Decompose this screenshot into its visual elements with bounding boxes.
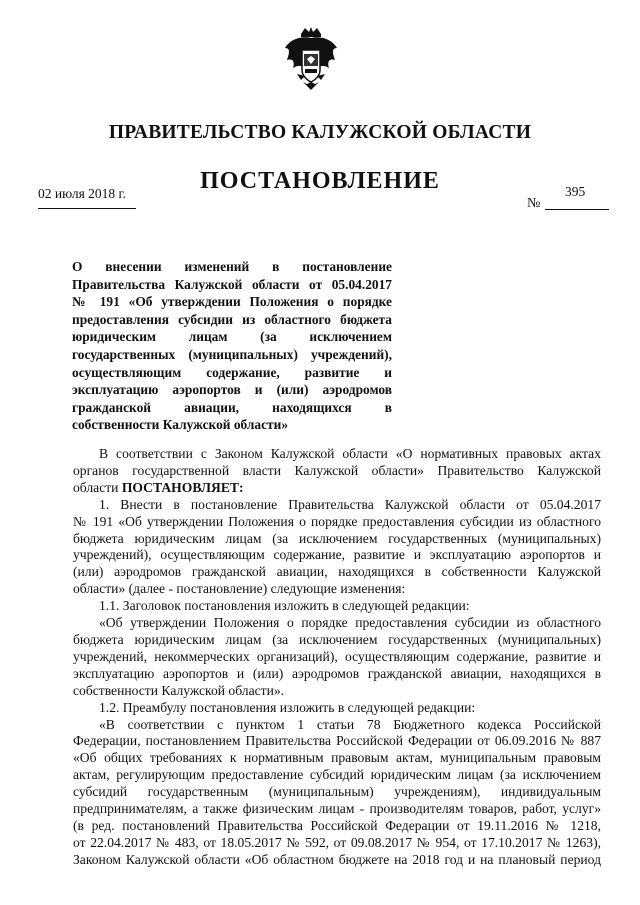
body-line: «Об общих требованиях к нормативным правовым актам, муниципальным правовым [73,750,601,766]
body-line: «Об утверждении Положения о порядке предоставления субсидии из областного [99,615,601,631]
body-line: В соответствии с Законом Калужской области «О нормативных правовых актах [99,446,601,461]
body-text: области [73,479,122,495]
subject-line: осуществляющим содержание, развитие и [72,364,392,380]
body-line: актам, регулирующим предоставление субсидий юридическим лицам (за исключением [73,767,601,783]
date-underline [38,208,136,209]
body-line: эксплуатацию аэропортов и (или) аэродромов гражданской авиации, находящихся в [73,665,601,681]
body-line: 1.1. Заголовок постановления изложить в следующей редакции: [99,598,470,614]
body-line: Законом Калужской области «Об областном бюджете на 2018 год и на плановый период [73,851,601,867]
body-line: Федерации, постановлением Правительства Российской Федерации от 06.09.2016 № 887 [73,733,601,749]
coat-of-arms-icon [283,26,339,94]
document-date [38,186,148,209]
body-line: области» (далее - постановление) следующие изменения: [73,581,406,597]
body-line: предпринимателям, а также физическим лицам - производителям товаров, работ, услуг» [73,801,601,817]
number-label: № [527,196,541,211]
number-underline [545,209,609,210]
subject-line: государственных (муниципальных) учреждений), [72,346,392,362]
body-line: органов государственной власти Калужской области» Правительство Калужской [73,462,601,478]
body-line: 1.2. Преамбулу постановления изложить в следующей редакции: [99,699,476,715]
body-line: бюджета юридическим лицам (за исключением государственных (муниципальных) [73,530,601,546]
subject-line: № 191 «Об утверждении Положения о порядке [72,294,392,310]
subject-line: собственности Калужской области» [72,417,289,433]
body-line: (в ред. постановлений Правительства Российской Федерации от 19.11.2016 № 1218, [73,817,601,833]
date-text: 02 июля 2018 г. [38,186,126,201]
body-line: (или) аэродромов гражданской авиации, находящихся в собственности Калужской [73,564,601,580]
body-line: № 191 «Об утверждении Положения о порядке предоставления субсидии из областного [73,513,601,529]
body-line: субсидий государственным (муниципальным) учреждениям), индивидуальным [73,784,601,800]
subject-line: эксплуатацию аэропортов и (или) аэродромов [72,382,392,398]
subject-line: предоставления субсидии из областного бюджета [72,311,392,327]
document-subject [72,258,392,434]
resolves-keyword: ПОСТАНОВЛЯЕТ: [121,479,244,495]
body-line: от 22.04.2017 № 483, от 18.05.2017 № 592, от 09.08.2017 № 954, от 17.10.2017 № 1263), [73,834,601,850]
subject-line: юридическим лицам (за исключением [72,329,392,345]
subject-line: О внесении изменений в постановление [72,259,392,274]
body-line: бюджета юридическим лицам (за исключением государственных (муниципальных) [73,631,601,647]
body-line: «В соответствии с пунктом 1 статьи 78 Бюджетного кодекса Российской [99,716,601,732]
body-line: учреждений, некоммерческих организаций), осуществляющим содержание, развитие и [73,648,601,664]
body-line [73,480,601,497]
body-line: собственности Калужской области». [73,682,285,698]
subject-line: Правительства Калужской области от 05.04.2017 [72,276,392,292]
body-line: учреждений), осуществляющим содержание, развитие и эксплуатацию аэропортов и [73,547,601,563]
document-type-title: ПОСТАНОВЛЕНИЕ [200,168,440,194]
subject-line: гражданской авиации, находящихся в [72,399,392,415]
government-title: ПРАВИТЕЛЬСТВО КАЛУЖСКОЙ ОБЛАСТИ [108,122,532,143]
document-number [527,186,613,214]
number-value: 395 [565,184,586,199]
body-line: 1. Внести в постановление Правительства Калужской области от 05.04.2017 [99,496,601,512]
document-body [73,446,601,869]
